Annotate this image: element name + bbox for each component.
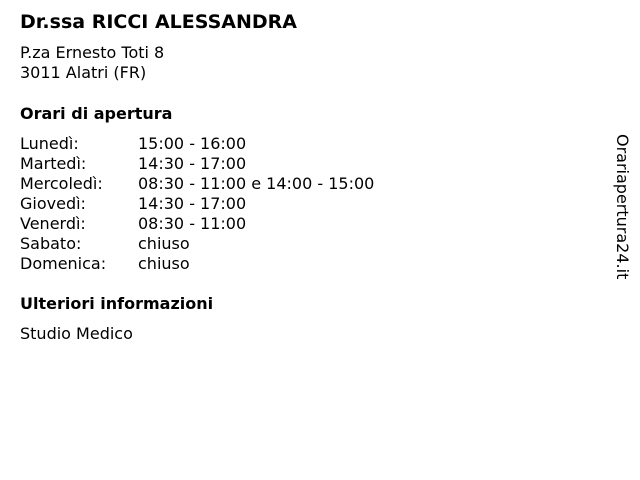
time-value: 14:30 - 17:00: [138, 194, 247, 213]
day-label: Venerdì:: [20, 214, 86, 233]
time-value: chiuso: [138, 234, 190, 253]
address-block: [20, 43, 164, 83]
hours-row-friday: [20, 214, 374, 234]
day-label: Martedì:: [20, 154, 87, 173]
day-label: Sabato:: [20, 234, 82, 253]
watermark-text: Orariapertura24.it: [613, 134, 632, 280]
hours-row-thursday: [20, 194, 374, 214]
hours-row-tuesday: [20, 154, 374, 174]
time-value: 14:30 - 17:00: [138, 154, 247, 173]
day-label: Mercoledì:: [20, 174, 103, 193]
address-street: P.za Ernesto Toti 8: [20, 43, 165, 62]
time-value: chiuso: [138, 254, 190, 273]
further-info-heading: Ulteriori informazioni: [20, 294, 214, 313]
day-label: Giovedì:: [20, 194, 86, 213]
hours-row-sunday: [20, 254, 374, 274]
time-value: 15:00 - 16:00: [138, 134, 247, 153]
day-label: Domenica:: [20, 254, 107, 273]
watermark: [612, 134, 634, 308]
address-city: 3011 Alatri (FR): [20, 63, 147, 82]
time-value: 08:30 - 11:00: [138, 214, 247, 233]
opening-hours-list: [20, 134, 374, 274]
opening-hours-heading: Orari di apertura: [20, 104, 173, 123]
day-label: Lunedì:: [20, 134, 79, 153]
hours-row-wednesday: [20, 174, 374, 194]
hours-row-monday: [20, 134, 374, 154]
further-info-text: Studio Medico: [20, 324, 133, 343]
page-title: Dr.ssa RICCI ALESSANDRA: [20, 11, 297, 33]
hours-row-saturday: [20, 234, 374, 254]
time-value: 08:30 - 11:00 e 14:00 - 15:00: [138, 174, 375, 193]
